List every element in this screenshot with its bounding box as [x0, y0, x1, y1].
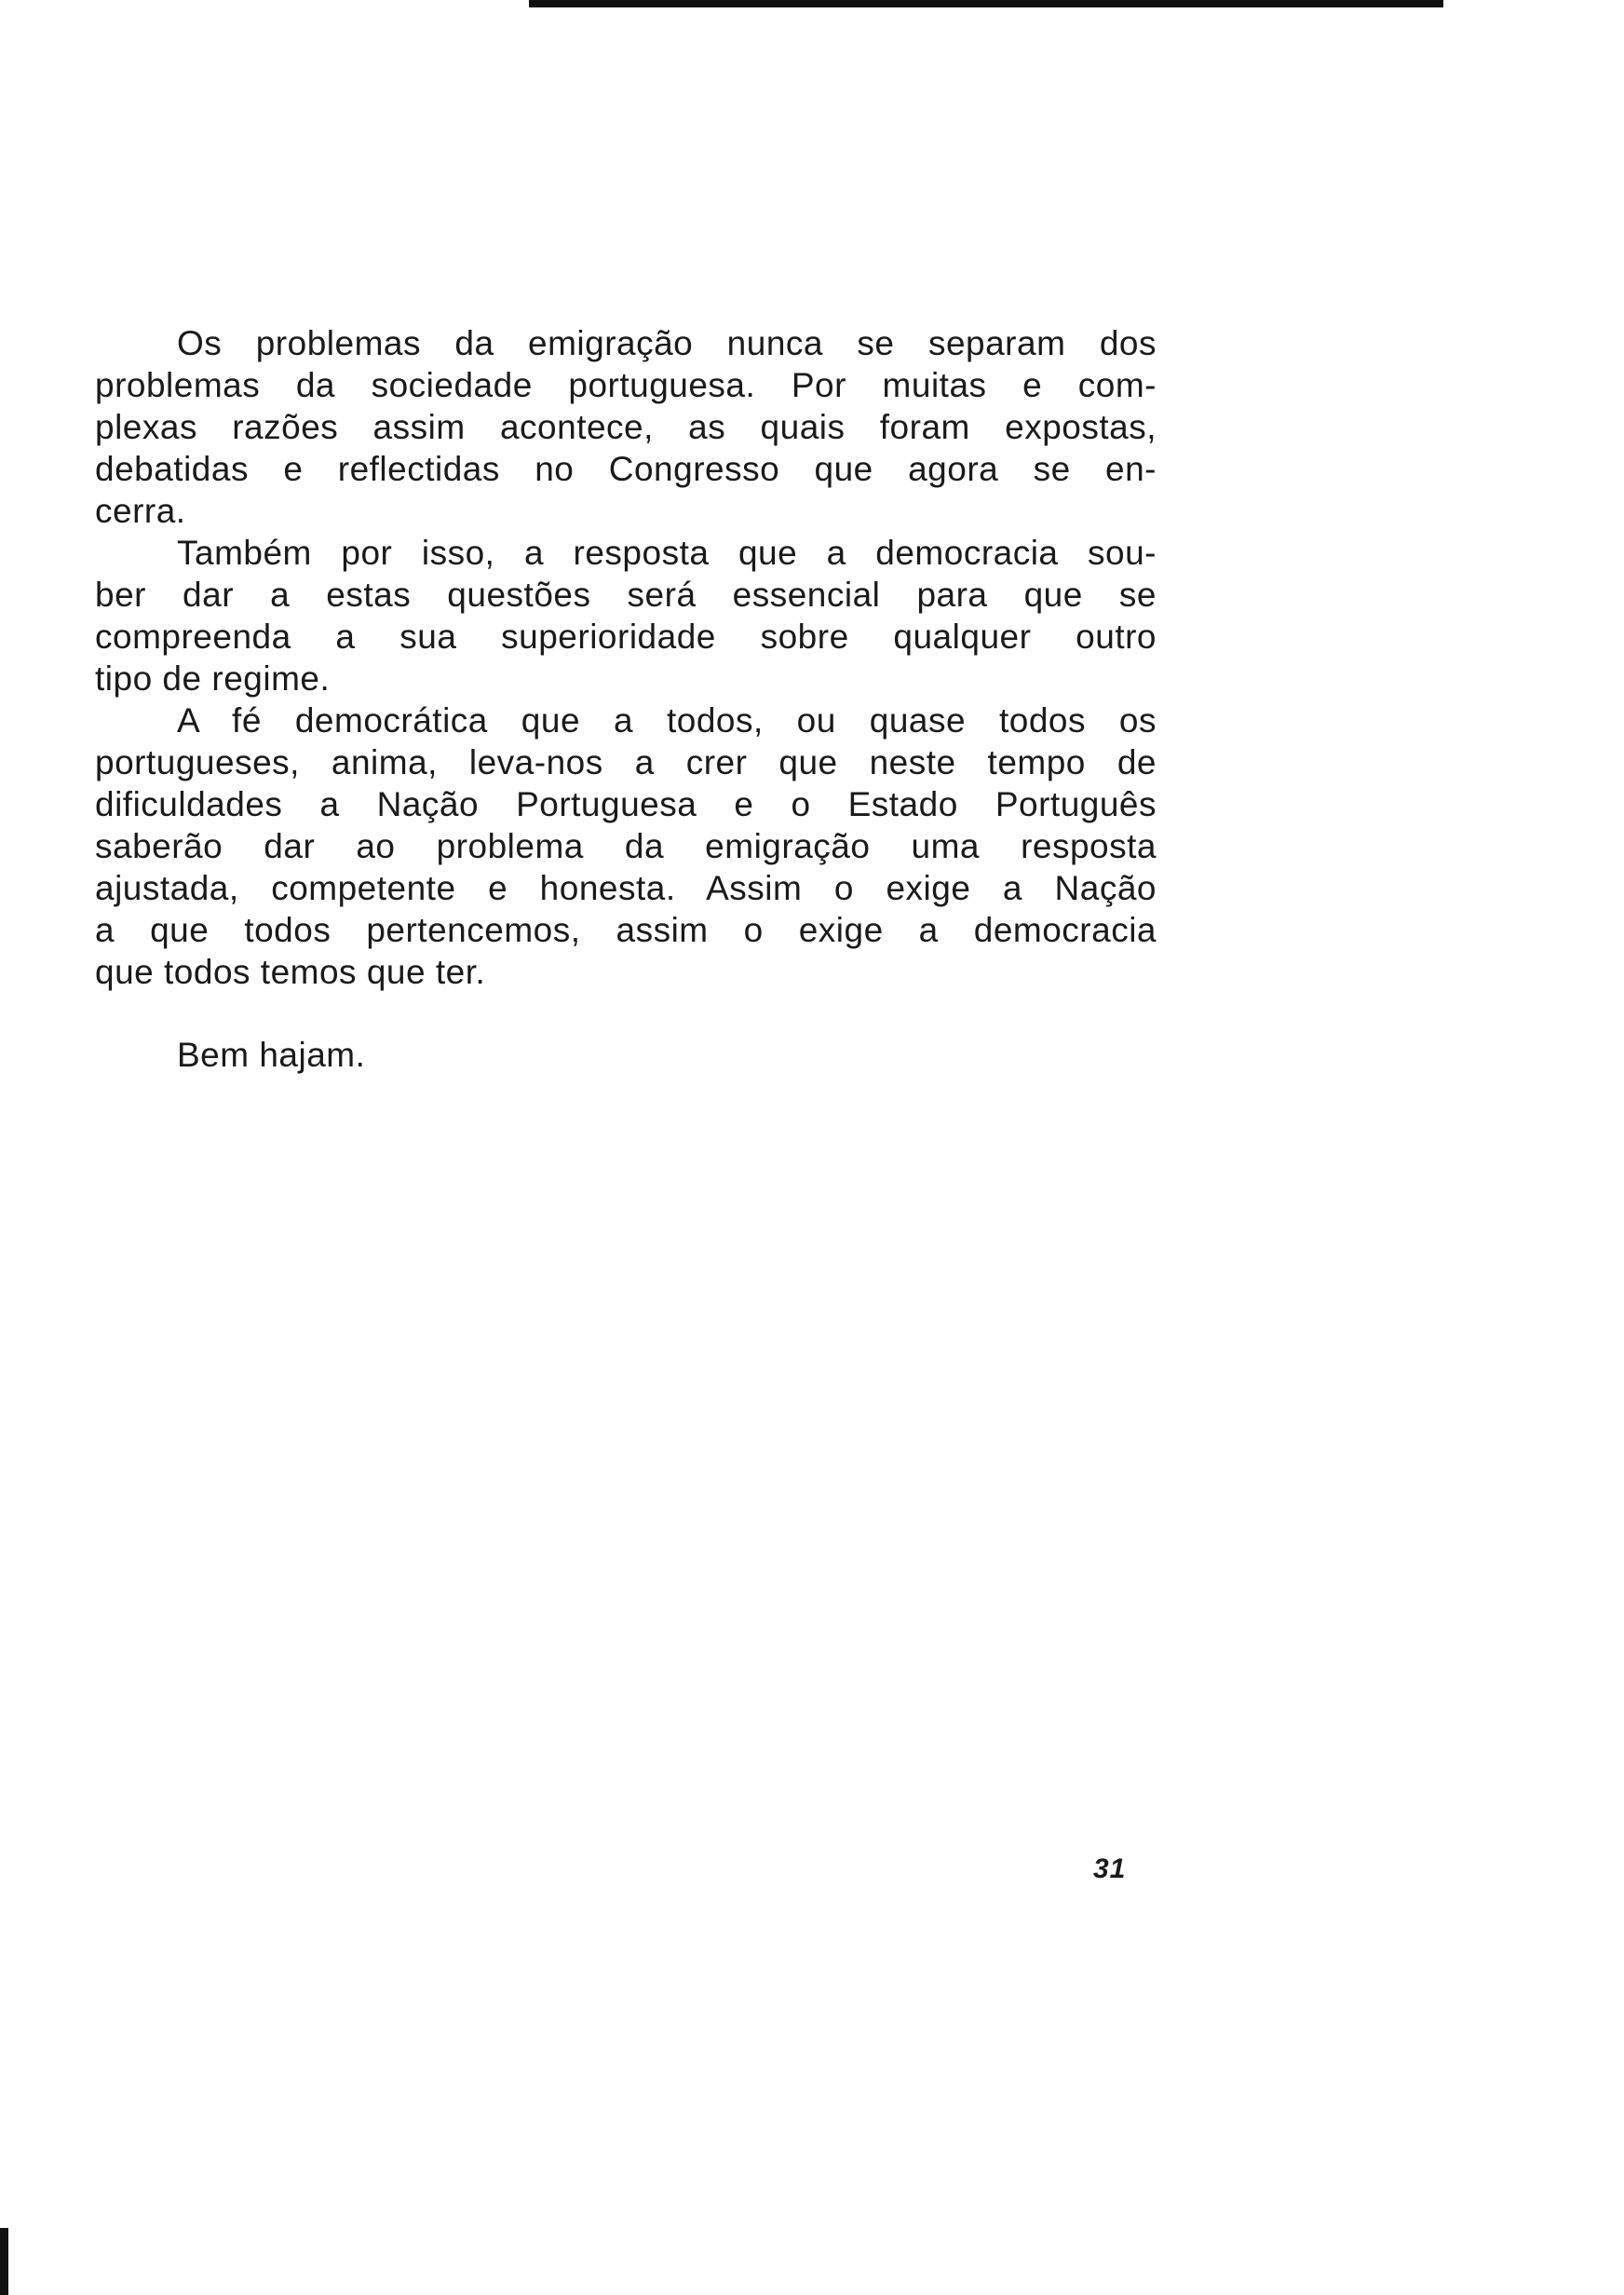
text-line: A fé democrática que a todos, ou quase todos os	[177, 701, 1157, 740]
text-line: compreenda a sua superioridade sobre qualquer outro	[95, 618, 1157, 656]
text-line: ber dar a estas questões será essencial para que se	[95, 576, 1157, 614]
text-line: portugueses, anima, leva-nos a crer que neste tempo de	[95, 743, 1157, 781]
text-line: plexas razões assim acontece, as quais foram expostas,	[95, 408, 1157, 446]
body-text	[95, 322, 1157, 993]
closing-salutation: Bem hajam.	[177, 1036, 366, 1074]
text-line: cerra.	[95, 492, 186, 530]
text-line: dificuldades a Nação Portuguesa e o Estado Português	[95, 785, 1157, 823]
paragraph-1	[95, 322, 1157, 532]
paragraph-2	[95, 532, 1157, 699]
top-rule	[529, 0, 1443, 7]
text-line: que todos temos que ter.	[95, 953, 486, 991]
text-line: ajustada, competente e honesta. Assim o exige a Nação	[95, 869, 1157, 907]
text-line: a que todos pertencemos, assim o exige a democracia	[95, 911, 1157, 949]
text-line: Os problemas da emigração nunca se separam dos	[177, 324, 1157, 362]
text-line: debatidas e reflectidas no Congresso que agora se en-	[95, 450, 1157, 488]
text-line: Também por isso, a resposta que a democracia sou-	[177, 534, 1157, 572]
text-line: tipo de regime.	[95, 659, 331, 698]
scan-edge-mark	[0, 2228, 8, 2295]
text-line: problemas da sociedade portuguesa. Por muitas e com-	[95, 366, 1157, 404]
text-line: saberão dar ao problema da emigração uma resposta	[95, 827, 1157, 865]
paragraph-3	[95, 699, 1157, 993]
page-number: 31	[1093, 1854, 1127, 1884]
